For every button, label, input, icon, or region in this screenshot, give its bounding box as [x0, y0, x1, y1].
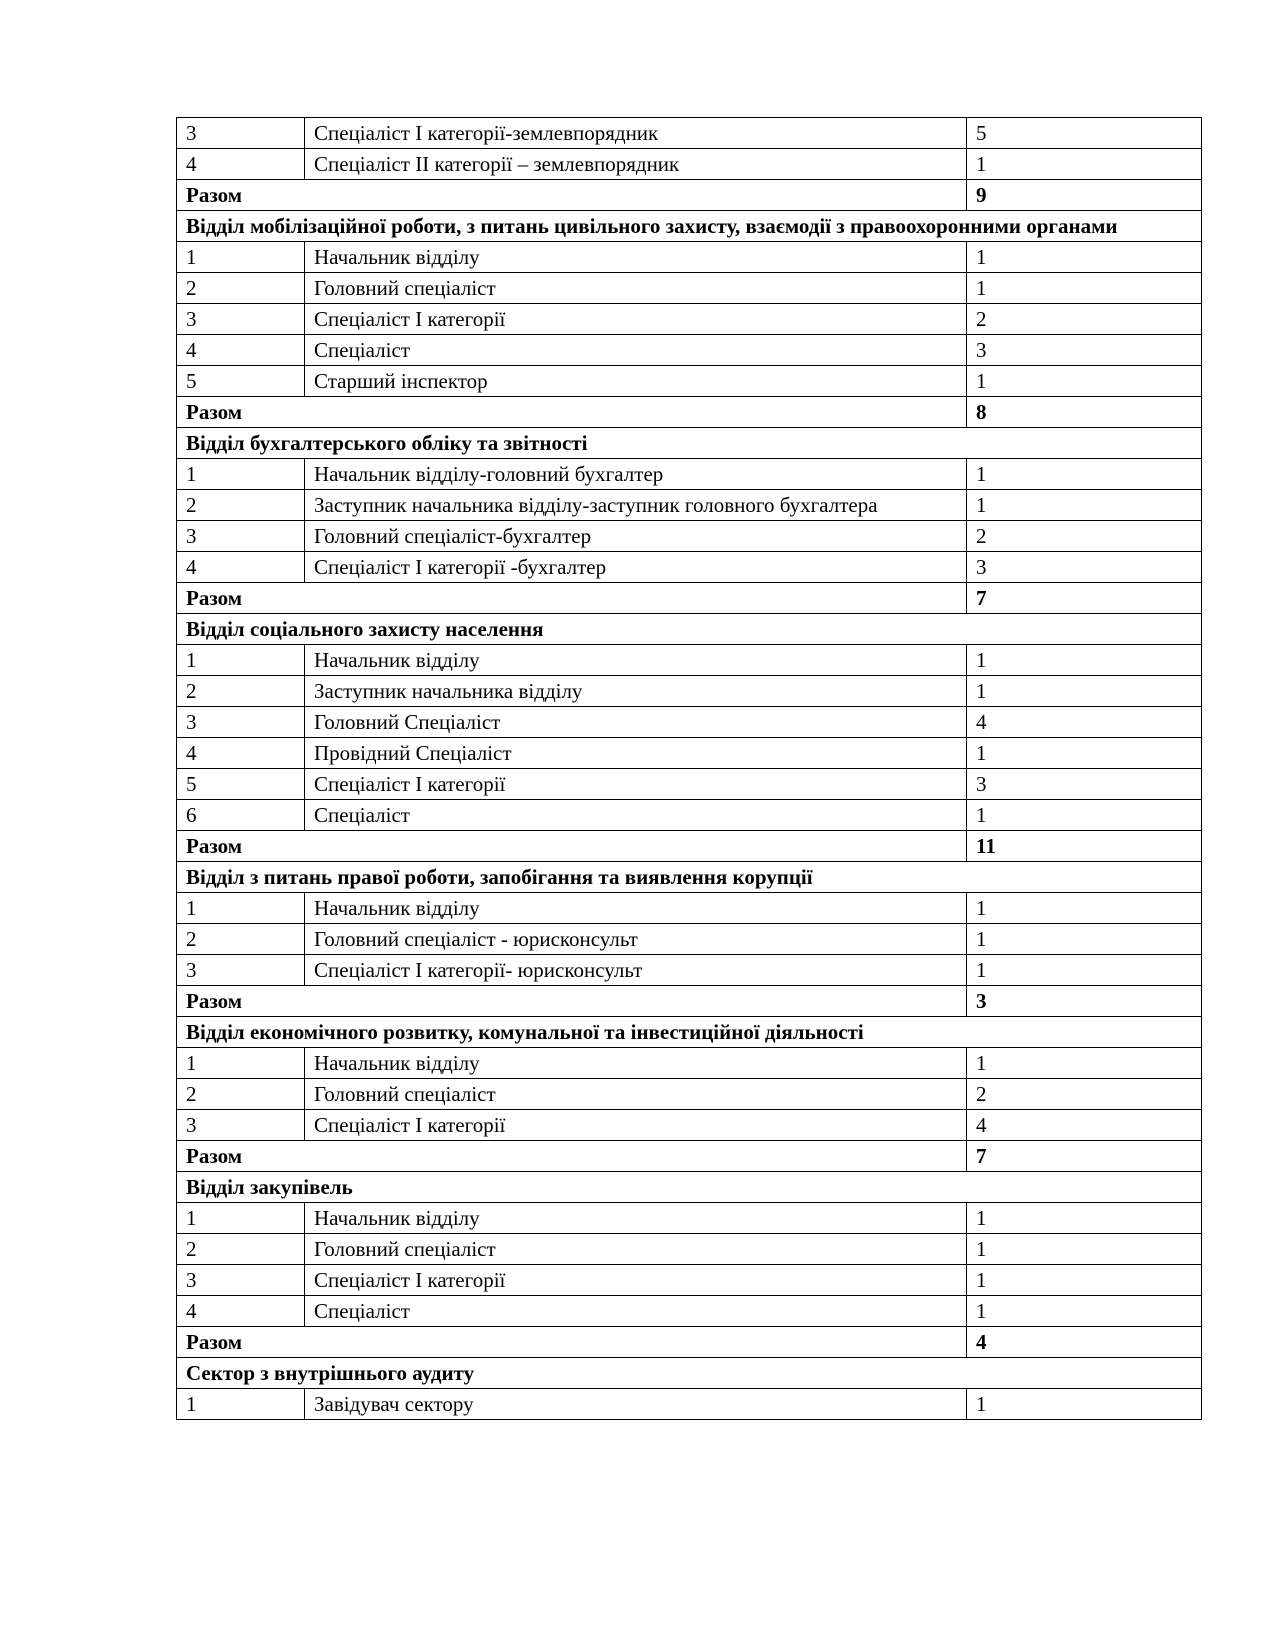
table-row	[177, 676, 1202, 707]
position-name: Спеціаліст І категорії- юрисконсульт	[305, 955, 967, 986]
total-count: 3	[967, 986, 1202, 1017]
total-label: Разом	[177, 831, 967, 862]
staff-table-body	[177, 118, 1202, 1420]
staff-count: 1	[967, 1296, 1202, 1327]
table-row	[177, 769, 1202, 800]
row-number: 1	[177, 459, 305, 490]
position-name: Спеціаліст	[305, 335, 967, 366]
table-row	[177, 149, 1202, 180]
row-number: 1	[177, 1203, 305, 1234]
table-row	[177, 1203, 1202, 1234]
row-number: 4	[177, 335, 305, 366]
row-number: 1	[177, 1389, 305, 1420]
total-count: 4	[967, 1327, 1202, 1358]
department-title: Відділ з питань правої роботи, запобігання та виявлення корупції	[177, 862, 1202, 893]
position-name: Головний спеціаліст	[305, 1079, 967, 1110]
table-row	[177, 1265, 1202, 1296]
table-row	[177, 893, 1202, 924]
position-name: Спеціаліст	[305, 800, 967, 831]
position-name: Старший інспектор	[305, 366, 967, 397]
table-row	[177, 459, 1202, 490]
row-number: 1	[177, 1048, 305, 1079]
staff-count: 1	[967, 645, 1202, 676]
position-name: Начальник відділу	[305, 1048, 967, 1079]
row-number: 4	[177, 1296, 305, 1327]
table-row	[177, 645, 1202, 676]
department-title: Відділ соціального захисту населення	[177, 614, 1202, 645]
staff-count: 1	[967, 366, 1202, 397]
staff-count: 1	[967, 1389, 1202, 1420]
total-row	[177, 1327, 1202, 1358]
row-number: 3	[177, 521, 305, 552]
staff-count: 3	[967, 335, 1202, 366]
staff-count: 1	[967, 490, 1202, 521]
row-number: 3	[177, 118, 305, 149]
department-header-row	[177, 1017, 1202, 1048]
total-label: Разом	[177, 583, 967, 614]
row-number: 5	[177, 769, 305, 800]
staff-count: 1	[967, 242, 1202, 273]
row-number: 2	[177, 273, 305, 304]
total-row	[177, 583, 1202, 614]
staff-count: 2	[967, 304, 1202, 335]
staff-count: 3	[967, 769, 1202, 800]
position-name: Начальник відділу	[305, 1203, 967, 1234]
staff-count: 2	[967, 1079, 1202, 1110]
department-title: Відділ економічного розвитку, комунальної та інвестиційної діяльності	[177, 1017, 1202, 1048]
department-title: Відділ бухгалтерського обліку та звітності	[177, 428, 1202, 459]
table-row	[177, 1296, 1202, 1327]
position-name: Спеціаліст І категорії	[305, 304, 967, 335]
total-label: Разом	[177, 397, 967, 428]
document-page	[176, 117, 1201, 1420]
staff-count: 1	[967, 1234, 1202, 1265]
table-row	[177, 304, 1202, 335]
row-number: 3	[177, 1110, 305, 1141]
table-row	[177, 273, 1202, 304]
table-row	[177, 1079, 1202, 1110]
staff-count: 1	[967, 1203, 1202, 1234]
table-row	[177, 552, 1202, 583]
total-count: 7	[967, 583, 1202, 614]
table-row	[177, 1389, 1202, 1420]
total-row	[177, 1141, 1202, 1172]
row-number: 3	[177, 707, 305, 738]
position-name: Спеціаліст І категорії	[305, 769, 967, 800]
staff-count: 1	[967, 676, 1202, 707]
staff-count: 2	[967, 521, 1202, 552]
position-name: Головний Спеціаліст	[305, 707, 967, 738]
staff-count: 1	[967, 149, 1202, 180]
table-row	[177, 924, 1202, 955]
department-title: Сектор з внутрішнього аудиту	[177, 1358, 1202, 1389]
table-row	[177, 1110, 1202, 1141]
position-name: Заступник начальника відділу-заступник головного бухгалтера	[305, 490, 967, 521]
position-name: Начальник відділу	[305, 893, 967, 924]
staff-count: 3	[967, 552, 1202, 583]
department-header-row	[177, 862, 1202, 893]
position-name: Головний спеціаліст	[305, 1234, 967, 1265]
position-name: Спеціаліст І категорії	[305, 1265, 967, 1296]
department-header-row	[177, 428, 1202, 459]
row-number: 3	[177, 1265, 305, 1296]
total-row	[177, 397, 1202, 428]
row-number: 5	[177, 366, 305, 397]
department-header-row	[177, 1172, 1202, 1203]
total-row	[177, 986, 1202, 1017]
total-row	[177, 180, 1202, 211]
total-row	[177, 831, 1202, 862]
position-name: Головний спеціаліст - юрисконсульт	[305, 924, 967, 955]
table-row	[177, 490, 1202, 521]
total-count: 7	[967, 1141, 1202, 1172]
table-row	[177, 1048, 1202, 1079]
staff-count: 1	[967, 1048, 1202, 1079]
department-title: Відділ мобілізаційної роботи, з питань цивільного захисту, взаємодії з правоохоронними органами	[177, 211, 1202, 242]
staff-count: 1	[967, 738, 1202, 769]
staff-count: 1	[967, 955, 1202, 986]
position-name: Спеціаліст І категорії-землевпорядник	[305, 118, 967, 149]
table-row	[177, 955, 1202, 986]
table-row	[177, 242, 1202, 273]
total-count: 9	[967, 180, 1202, 211]
department-title: Відділ закупівель	[177, 1172, 1202, 1203]
department-header-row	[177, 614, 1202, 645]
row-number: 2	[177, 1079, 305, 1110]
position-name: Начальник відділу	[305, 645, 967, 676]
row-number: 4	[177, 738, 305, 769]
staff-count: 1	[967, 273, 1202, 304]
staff-count: 1	[967, 800, 1202, 831]
row-number: 2	[177, 676, 305, 707]
total-label: Разом	[177, 1141, 967, 1172]
staff-count: 5	[967, 118, 1202, 149]
row-number: 4	[177, 552, 305, 583]
table-row	[177, 738, 1202, 769]
row-number: 2	[177, 1234, 305, 1265]
position-name: Головний спеціаліст-бухгалтер	[305, 521, 967, 552]
staff-table	[176, 117, 1202, 1420]
row-number: 2	[177, 490, 305, 521]
position-name: Спеціаліст І категорії -бухгалтер	[305, 552, 967, 583]
total-label: Разом	[177, 1327, 967, 1358]
row-number: 6	[177, 800, 305, 831]
position-name: Начальник відділу-головний бухгалтер	[305, 459, 967, 490]
total-count: 8	[967, 397, 1202, 428]
row-number: 2	[177, 924, 305, 955]
position-name: Головний спеціаліст	[305, 273, 967, 304]
row-number: 1	[177, 242, 305, 273]
total-label: Разом	[177, 180, 967, 211]
row-number: 3	[177, 304, 305, 335]
position-name: Завідувач сектору	[305, 1389, 967, 1420]
position-name: Провідний Спеціаліст	[305, 738, 967, 769]
department-header-row	[177, 1358, 1202, 1389]
position-name: Заступник начальника відділу	[305, 676, 967, 707]
row-number: 1	[177, 893, 305, 924]
total-count: 11	[967, 831, 1202, 862]
staff-count: 4	[967, 707, 1202, 738]
department-header-row	[177, 211, 1202, 242]
table-row	[177, 521, 1202, 552]
row-number: 1	[177, 645, 305, 676]
table-row	[177, 366, 1202, 397]
staff-count: 1	[967, 893, 1202, 924]
position-name: Спеціаліст ІІ категорії – землевпорядник	[305, 149, 967, 180]
total-label: Разом	[177, 986, 967, 1017]
row-number: 4	[177, 149, 305, 180]
position-name: Спеціаліст І категорії	[305, 1110, 967, 1141]
table-row	[177, 800, 1202, 831]
row-number: 3	[177, 955, 305, 986]
table-row	[177, 1234, 1202, 1265]
staff-count: 1	[967, 459, 1202, 490]
table-row	[177, 335, 1202, 366]
table-row	[177, 118, 1202, 149]
staff-count: 1	[967, 1265, 1202, 1296]
table-row	[177, 707, 1202, 738]
position-name: Начальник відділу	[305, 242, 967, 273]
staff-count: 4	[967, 1110, 1202, 1141]
staff-count: 1	[967, 924, 1202, 955]
position-name: Спеціаліст	[305, 1296, 967, 1327]
